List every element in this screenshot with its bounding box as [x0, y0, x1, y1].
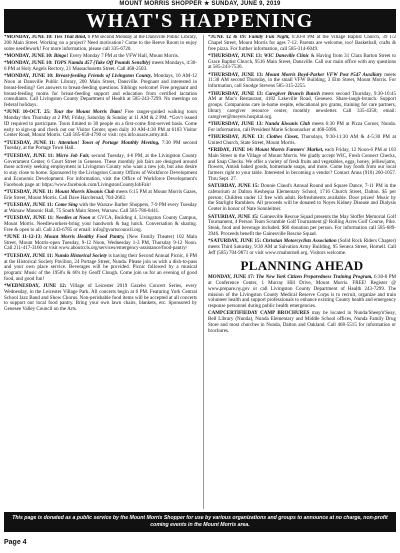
event-entry — [208, 184, 396, 213]
event-description: meets Mondays, 4:30-6 PM at Holy Angels Rectory, 21 Massachusetts Street. Call 468-2503. — [4, 60, 197, 72]
planning-events-list — [208, 275, 396, 334]
event-date: *FRIDAY, JUNE 14: — [208, 147, 254, 154]
event-entry — [4, 110, 197, 139]
event-entry — [4, 154, 197, 189]
event-date: *THURSDAY, JUNE 13: — [208, 133, 264, 140]
event-title: The New York Citizen Preparedness Training Program, — [256, 274, 373, 281]
event-date: *TUESDAY, JUNE 11: — [4, 188, 54, 195]
event-entry — [208, 122, 396, 134]
event-description: each Friday, 12 Noon-6 PM at 103 Main Street in the Village of Mount Morris. We gladly accept WIC, Fresh Connect Checks, and Snap Checks. We offer a variety of fresh fruits and vegetables, eggs, honey, jellies/jams, flowers, Amish baked goods, homemade soaps, and more. Come buy foods from our local farmers right to your table. Interested in becoming a vendor? Contact Anna (910) 260-1057. Thru Sept. 27. — [208, 147, 396, 182]
event-entry — [4, 203, 197, 215]
event-description: meets second Thursday, 9:30-10:45 AM at Mac's Restaurant, 4182 Lakeville Road, Geneseo. Share-laugh-brunch. Support groups. Companions care in-home respite, educational pro grams, training for care partners, library caregiver resource center, monthly newsletter. Call 335-4358; email: caregiver@meyers.hospital.org. — [208, 90, 396, 120]
event-entry — [208, 148, 396, 183]
page-number: Page 4 — [4, 539, 27, 546]
event-entry — [4, 35, 197, 52]
event-description: 6 PM second Monday at the Dansville Public Library, 200 Main Street. Working on a project? Need motivation? Come to the Reeve Room to enjoy some needlework! For more information, please call 335-6720. — [4, 35, 197, 52]
event-entry — [208, 275, 396, 310]
page-title: WHAT'S HAPPENING — [4, 9, 396, 33]
event-date: *THURSDAY, JUNE 13: — [208, 90, 264, 97]
event-date: *MONDAY, JUNE 10: — [4, 60, 53, 67]
event-date: *TUESDAY, JUNE 11: — [4, 139, 56, 146]
event-description: meets 6:30 PM at Pizza Corner, Nunda. For information, call President Marie Schoonacker at 468-5096. — [208, 120, 396, 133]
event-date: *THURSDAY, JUNE 13: — [208, 120, 263, 127]
planning-ahead-heading: PLANNING AHEAD — [240, 258, 364, 274]
event-entry — [4, 54, 197, 60]
event-title: Attention! Town of Portage Monthly Meeting, — [57, 139, 160, 146]
event-entry — [208, 135, 396, 147]
event-description: may be located in Nunda/Sheep'n'Seay, Bell Library (Nunda), Nunda Elementary and Middle School offices, Nunda Family Drug Store and most churches in Nunda, Dalton and Oakland. Call 468-5515 for information or brochures. — [208, 310, 396, 334]
event-description: Thursdays, 9:30-11:30 AM & 4-5:30 PM at United Church, State Street, Mount Morris. — [208, 133, 396, 146]
event-title: Micro Job Fair, — [55, 152, 90, 159]
event-date: MONDAY, JUNE 17: — [208, 274, 255, 281]
event-date: *THURSDAY, JUNE 13: — [208, 71, 264, 78]
event-description: 6:30-8 PM at Conference Center, 1 Murray Hill Drive, Mount Morris. FREE! Register @ www.prepare.ny.gov or call Livingston County Department of Health 243-7299. The mission of the Livingston County Medical Reserve Corps is to recruit, organize and train volunteer health and support professionals to enhance existing County health and emergency response personnel during public health emergencies. — [208, 274, 396, 310]
event-entry — [4, 61, 197, 73]
right-column — [203, 35, 396, 509]
event-description: 6:30-8 PM at the Village Baptist Church, 39 1/2 Chapel Street, Mount Morris for ages 7-12. Parents are welcome, too! Basketball, crafts & free pizza. For further information, call 585-314-6049. — [208, 35, 396, 52]
event-entry — [208, 54, 396, 71]
event-date: CAMPCERTIFIEDAY CAMP BROCHURES — [208, 310, 310, 317]
event-date: *MONDAY, JUNE 10: — [4, 35, 53, 40]
event-description: 7:30 PM second Tuesday, at the Portage Town Hall. — [4, 139, 197, 152]
event-title: TOPS Numda 457 (Take Off Pounds Sensibly) — [53, 60, 151, 67]
event-title: Tour the Mount Morris Dam! — [53, 109, 122, 116]
event-title: Mount Morris Farmers' Market, — [254, 147, 324, 154]
event-description: meets 11:30 AM second Thursday, in the small VFW Building, 3 Elm Street, Mount Morris. For information, call Snodge Stevens 585-315-2255. — [208, 71, 396, 90]
event-entry — [4, 235, 197, 252]
event-title: Nunda Kiwanis Club — [264, 120, 311, 127]
event-entry — [208, 92, 396, 121]
left-column — [4, 35, 197, 509]
event-entry — [208, 215, 396, 238]
event-entry — [208, 73, 396, 90]
event-date: *TUESDAY, JUNE 11: — [4, 202, 54, 208]
event-date: *JUNE 12 & 19: — [208, 35, 247, 40]
event-date: *SATURDAY, JUNE 15: — [208, 238, 262, 245]
event-date: SATURDAY, JUNE 15: — [208, 213, 259, 220]
event-title: Mount Morris Kiwanis Club — [54, 188, 115, 195]
event-title: WIC Dansville Clinic — [263, 52, 310, 59]
event-description: Free ranger-guided walking tours Monday thru Thursday at 2 PM; Friday, Saturday & Sunday at 11 AM & 2 PM. *Gov't issued ID required to participate. Tours limited to 30 people on a first-come first-served basis. Come early to sign-up and check out our Visitor Center, open daily 10 AM-4:30 PM at 6103 Visitor Center Road, Mount Morris. Call 585-658-4790 or visit: nys.info.usace.army.mil. — [4, 109, 197, 139]
event-date: *MONDAY, JUNE 10: — [4, 73, 54, 80]
event-description: meets 6:15 PM at Mount Morris Gazes, Erie Street, Mount Morris. Call Dave Harcleroad, 704-2603. — [4, 188, 197, 201]
event-entry — [208, 35, 396, 52]
event-title: Ties That Bind, — [54, 35, 87, 40]
event-title: Mount Morris Boyd-Parker VFW Post #547 Auxiliary — [265, 71, 383, 78]
event-description: Donnie Claud's Annual Round and Square Dance, 7-11 PM in the cafetorium at Dalton Keshequa Elementary School, 1716 Church Street, Dalton. $5 per person; Children under 12 free with adult. Refreshments available. Door prizes! Music by the Starlight Ramblers. All proceeds will be donated to Noyes Kidney Disease and Dialysis Center in honor of Nate Sonnleitner. — [208, 183, 396, 213]
event-description: is having their Second Annual Picnic, 6 PM at the Historical Society Pavilion, 24 Portage Street, Nunda. Please join us with a dish-to-pass and your own place service. Beverages will be provided. Picnic followed by a musical program: Music of the 1950's & 60's by Geoff Clough. Come join us for an evening of good food, and good fun! — [4, 252, 197, 282]
event-entry — [4, 216, 197, 233]
event-description: with the Warsaw Barber Shoppers, 7-9 PM every Tuesday at Warsaw Masonic Hall, 75 South Main Street, Warsaw. Call 585-786-8441. — [4, 202, 197, 214]
event-date: *TUESDAY, JUNE 11: — [4, 252, 54, 259]
footer-notice: This page is donated as a public service by the Mount Morris Shopper for use by various organizations and groups to announce at no charge, non-profit coming events in the Mount Morris area. — [4, 512, 396, 532]
right-events-list — [208, 35, 396, 256]
event-description: at GVCA, Building 4, Livingston County Campus, Mount Morris. Needleworkers-bring your handwork & bag lunch. Conversation & sharing. Free & open to all. Call 243-6785 or email: info@gvartscouncil.org. — [4, 215, 197, 233]
event-entry — [4, 284, 197, 313]
event-title: Clothes Closet, — [266, 133, 299, 140]
event-title: Breast-feeding Friends of Livingston County, — [55, 73, 152, 80]
event-description: second Tuesday, 4-6 PM, at the Livingston County Government Center, 6 Court Street in Geneseo. These monthly job fairs are designed around those actively seeking employment in Livingston County who want a new job, but also desire to stay close to home. Sponsored by the Livingston County Offices of Workforce Development and Economic Development. For information, visit the Office of Workforce Development's Facebook page at: https://www.facebook.com/LivingstonCountyJobFair/ — [4, 152, 197, 188]
event-entry — [4, 190, 197, 202]
event-description: Village of Leicester 2019 Gazebo Concert Series, every Wednesday, in the Leicester Village Park. All concerts begin at 6 PM. Featuring York Central School Jazz Band and Show Chorus. Non-perishable food items will be accepted at all concerts to support our local food pantry. Bring your own lawn chairs, blankets, etc. Sponsored by Genesee Valley Council on the Arts. — [4, 283, 197, 313]
event-date: *TUESDAY, JUNE 11: — [4, 152, 55, 159]
event-entry — [208, 311, 396, 334]
event-title: Caregiver Brunch Bunch — [265, 90, 320, 97]
event-description: Every Monday 7 PM at the VFW Hall, Mount Morris. — [69, 52, 179, 59]
event-date: *WEDNESDAY, JUNE 12: — [4, 283, 67, 290]
event-entry — [4, 254, 197, 283]
event-title: Family Fun Night, — [248, 35, 290, 40]
event-title: Come Sing — [54, 202, 78, 208]
event-date: *MONDAY, JUNE 10: — [4, 52, 53, 59]
events-columns — [4, 35, 396, 509]
event-date: *JUNE 10-OCT. 25: — [4, 109, 51, 116]
event-title: Christian Motorcyclists Association — [262, 238, 337, 245]
event-description: Mondays, 10 AM-12 Noon at Dansville Public Library, 200 Main Street, Dansville. Pregnant and interested in breast-feeding? Get answers to breast-feeding questions. Siblings welcome! Free pregnant and breast-feeding moms for breast-feeding support and education from certified lactation consultants. Call Livingston County Department of Health at 585-243-7299. No meetings on federal holidays. — [4, 73, 197, 109]
event-description: Gainesville Rescue Squad presents the May Stoffer Memorial Golf Tournament, 4 Person Team Scramble Golf Tournament @ Rolling Acres Golf Course, Pike. Steak, food and beverage included. $60 donation per person. For information call 585-689-3946. Proceeds benefit the Gainesville Rescue Squad. — [208, 213, 396, 237]
masthead: MOUNT MORRIS SHOPPER ★ SUNDAY, JUNE 9, 2019 — [119, 1, 281, 7]
event-title: Bingo! — [53, 52, 69, 59]
event-description: & Having from 31 Clara Barton Street to Grace Baptist Church, 9516 Main Street, Dansville. Call our main office with any questions at 585-243-7530. — [208, 52, 396, 71]
event-date: *JUNE 11-12-13: — [4, 233, 42, 240]
event-title: Nunda Historical Society — [54, 252, 108, 259]
event-date: *THURSDAY, JUNE 13: — [208, 52, 263, 59]
event-date: *TUESDAY, JUNE 11: — [4, 215, 54, 222]
event-entry — [4, 74, 197, 109]
event-title: Needles at Noon — [55, 215, 91, 222]
event-title: Mount Morris Healthy Food Pantry, — [44, 233, 125, 240]
event-entry — [4, 141, 197, 153]
event-entry — [208, 239, 396, 256]
event-description: (Solid Rock Riders Chapter) meets Third Saturday, 9:30 AM at Salvation Army Building, 95 Seneca Street, Hornell. Call Jeff (585) 704-9871 or visit www.cmahornell.org. Visitors welcome. — [208, 238, 396, 256]
event-date: SATURDAY, JUNE 15: — [208, 183, 260, 190]
event-description: (New Family Theater) 102 Main Street, Mount Morris-open Tuesday, 9-12 Noon, Wednesday 1-3 PM, Thursday 9-12 Noon. Call 211-417-3160 or visit www.aboutccls.org/services/emergency-assistance/food-pantry/ — [4, 233, 197, 252]
